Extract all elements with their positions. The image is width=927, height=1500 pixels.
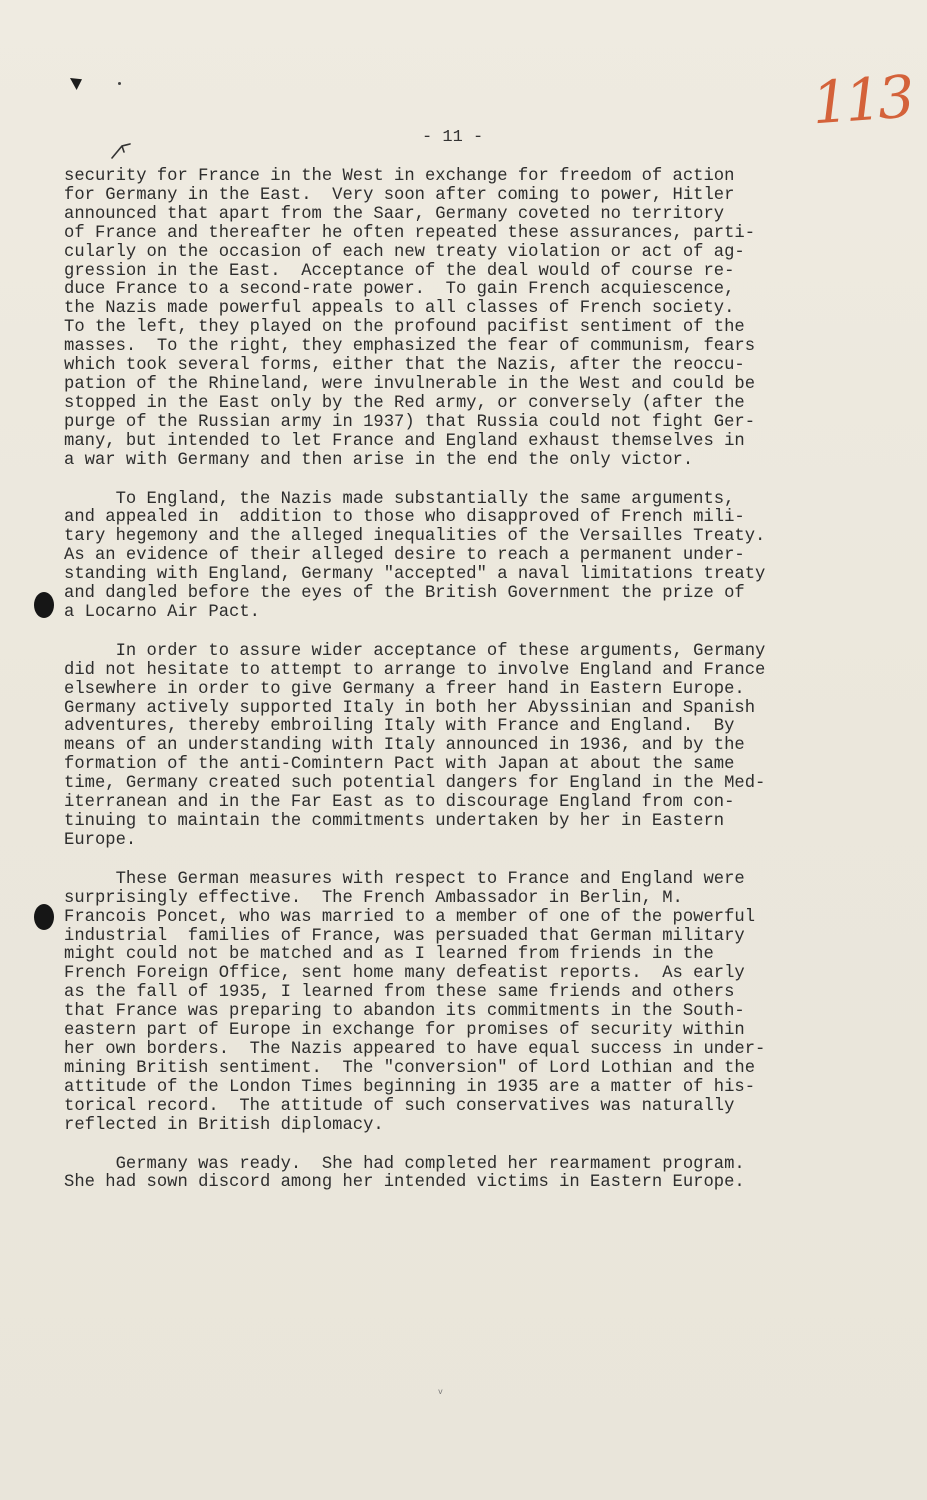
text-line: for Germany in the East. Very soon after coming to power, Hitler xyxy=(64,185,735,205)
text-line: To England, the Nazis made substantially the same arguments, xyxy=(64,489,735,509)
text-line: many, but intended to let France and England exhaust themselves in xyxy=(64,431,745,451)
text-line: as the fall of 1935, I learned from these same friends and others xyxy=(64,983,735,1003)
text-line: As an evidence of their alleged desire to reach a permanent under- xyxy=(64,546,745,566)
paragraph-4 xyxy=(64,871,864,1136)
text-line: These German measures with respect to France and England were xyxy=(64,869,745,889)
ink-mark xyxy=(70,78,82,90)
text-line: elsewhere in order to give Germany a freer hand in Eastern Europe. xyxy=(64,679,745,699)
text-line: Germany actively supported Italy in both her Abyssinian and Spanish xyxy=(64,698,756,718)
text-line: duce France to a second-rate power. To gain French acquiescence, xyxy=(64,280,735,300)
text-line: that France was preparing to abandon its commitments in the South- xyxy=(64,1002,745,1022)
text-line: adventures, thereby embroiling Italy with France and England. By xyxy=(64,717,735,737)
text-line: She had sown discord among her intended victims in Eastern Europe. xyxy=(64,1173,745,1193)
text-line: which took several forms, either that the Nazis, after the reoccu- xyxy=(64,356,745,376)
text-line: and dangled before the eyes of the British Government the prize of xyxy=(64,584,745,604)
page-number: - 11 - xyxy=(422,128,484,147)
punch-hole xyxy=(34,592,54,618)
text-line: announced that apart from the Saar, Germany coveted no territory xyxy=(64,204,725,224)
pencil-tick-icon xyxy=(110,142,132,160)
paragraph-2 xyxy=(64,491,864,623)
text-line: Europe. xyxy=(64,830,137,850)
text-line: cularly on the occasion of each new treaty violation or act of ag- xyxy=(64,242,745,262)
text-line: attitude of the London Times beginning in 1935 are a matter of his- xyxy=(64,1077,756,1097)
text-line: In order to assure wider acceptance of these arguments, Germany xyxy=(64,641,766,661)
text-line: stopped in the East only by the Red army, or conversely (after the xyxy=(64,393,745,413)
ink-dot xyxy=(118,82,121,85)
text-line: tinuing to maintain the commitments undertaken by her in Eastern xyxy=(64,812,725,831)
text-line: a war with Germany and then arise in the end the only victor. xyxy=(64,450,694,470)
text-line: reflected in British diplomacy. xyxy=(64,1115,384,1135)
text-line: To the left, they played on the profound pacifist sentiment of the xyxy=(64,318,745,338)
text-line: tary hegemony and the alleged inequalities of the Versailles Treaty. xyxy=(64,527,766,547)
text-line: her own borders. The Nazis appeared to have equal success in under- xyxy=(64,1039,766,1059)
text-line: of France and thereafter he often repeated these assurances, parti- xyxy=(64,223,756,243)
text-line: mining British sentiment. The "conversion" of Lord Lothian and the xyxy=(64,1058,756,1078)
scan-artifact: v xyxy=(438,1388,443,1397)
text-line: French Foreign Office, sent home many defeatist reports. As early xyxy=(64,964,745,984)
text-line: Germany was ready. She had completed her rearmament program. xyxy=(64,1154,745,1174)
text-line: the Nazis made powerful appeals to all classes of French society. xyxy=(64,299,735,319)
text-line: formation of the anti-Comintern Pact with Japan at about the same xyxy=(64,755,735,775)
text-line: might could not be matched and as I learned from friends in the xyxy=(64,945,714,965)
text-line: iterranean and in the Far East as to discourage England from con- xyxy=(64,793,735,813)
text-line: pation of the Rhineland, were invulnerable in the West and could be xyxy=(64,374,756,394)
text-line: means of an understanding with Italy announced in 1936, and by the xyxy=(64,736,745,756)
text-line: industrial families of France, was persuaded that German military xyxy=(64,926,745,946)
text-line: surprisingly effective. The French Ambassador in Berlin, M. xyxy=(64,888,683,908)
paragraph-3 xyxy=(64,643,864,851)
text-line: security for France in the West in exchange for freedom of action xyxy=(64,167,735,186)
punch-hole xyxy=(34,904,54,930)
text-line: torical record. The attitude of such conservatives was naturally xyxy=(64,1096,735,1116)
text-line: gression in the East. Acceptance of the deal would of course re- xyxy=(64,261,735,281)
text-line: did not hesitate to attempt to arrange to involve England and France xyxy=(64,660,766,680)
paragraph-1 xyxy=(64,168,864,471)
body-text xyxy=(64,168,864,1193)
text-line: Francois Poncet, who was married to a member of one of the powerful xyxy=(64,907,756,927)
archive-page-number: 113 xyxy=(809,62,913,138)
text-line: masses. To the right, they emphasized the fear of communism, fears xyxy=(64,337,756,357)
paragraph-5 xyxy=(64,1156,864,1194)
text-line: time, Germany created such potential dangers for England in the Med- xyxy=(64,774,766,794)
text-line: and appealed in addition to those who disapproved of French mili- xyxy=(64,508,745,528)
text-line: purge of the Russian army in 1937) that Russia could not fight Ger- xyxy=(64,412,756,432)
text-line: standing with England, Germany "accepted" a naval limitations treaty xyxy=(64,565,766,585)
text-line: a Locarno Air Pact. xyxy=(64,602,260,622)
text-line: eastern part of Europe in exchange for promises of security within xyxy=(64,1021,745,1041)
